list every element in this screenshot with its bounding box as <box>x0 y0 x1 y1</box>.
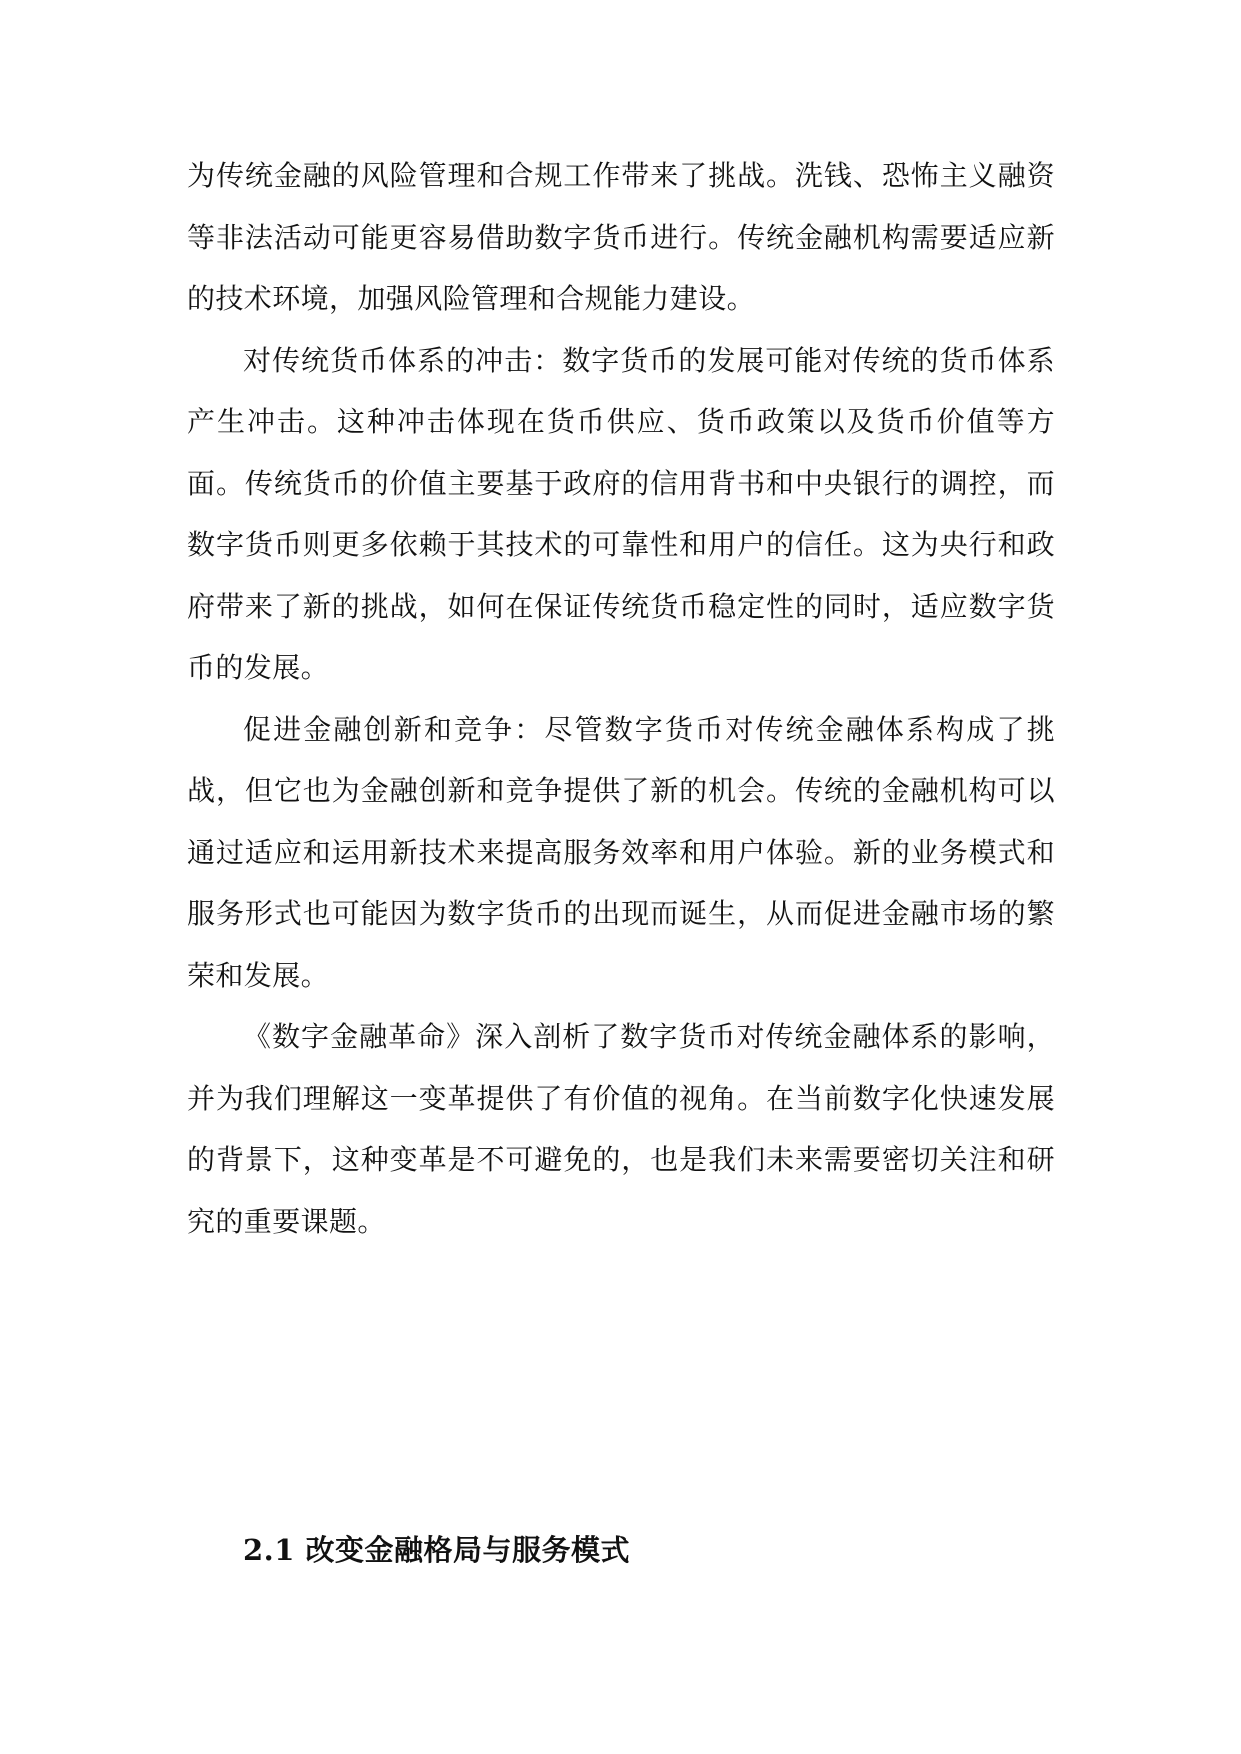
paragraph-currency-impact: 对传统货币体系的冲击：数字货币的发展可能对传统的货币体系产生冲击。这种冲击体现在货币供应、货币政策以及货币价值等方面。传统货币的价值主要基于政府的信用背书和中央银行的调控，而数字货币则更多依赖于其技术的可靠性和用户的信任。这为央行和政府带来了新的挑战，如何在保证传统货币稳定性的同时，适应数字货币的发展。 <box>187 343 1055 684</box>
paragraph-book-summary: 《数字金融革命》深入剖析了数字货币对传统金融体系的影响，并为我们理解这一变革提供了有价值的视角。在当前数字化快速发展的背景下，这种变革是不可避免的，也是我们未来需要密切关注和研究的重要课题。 <box>187 1020 1055 1238</box>
paragraph-innovation-competition: 促进金融创新和竞争：尽管数字货币对传统金融体系构成了挑战，但它也为金融创新和竞争提供了新的机会。传统的金融机构可以通过适应和运用新技术来提高服务效率和用户体验。新的业务模式和服务形式也可能因为数字货币的出现而诞生，从而促进金融市场的繁荣和发展。 <box>187 712 1055 992</box>
section-heading: 2.1 改变金融格局与服务模式 <box>243 1533 631 1567</box>
body-text <box>187 145 1055 1252</box>
paragraph-continuation: 为传统金融的风险管理和合规工作带来了挑战。洗钱、恐怖主义融资等非法活动可能更容易借助数字货币进行。传统金融机构需要适应新的技术环境，加强风险管理和合规能力建设。 <box>187 159 1055 315</box>
